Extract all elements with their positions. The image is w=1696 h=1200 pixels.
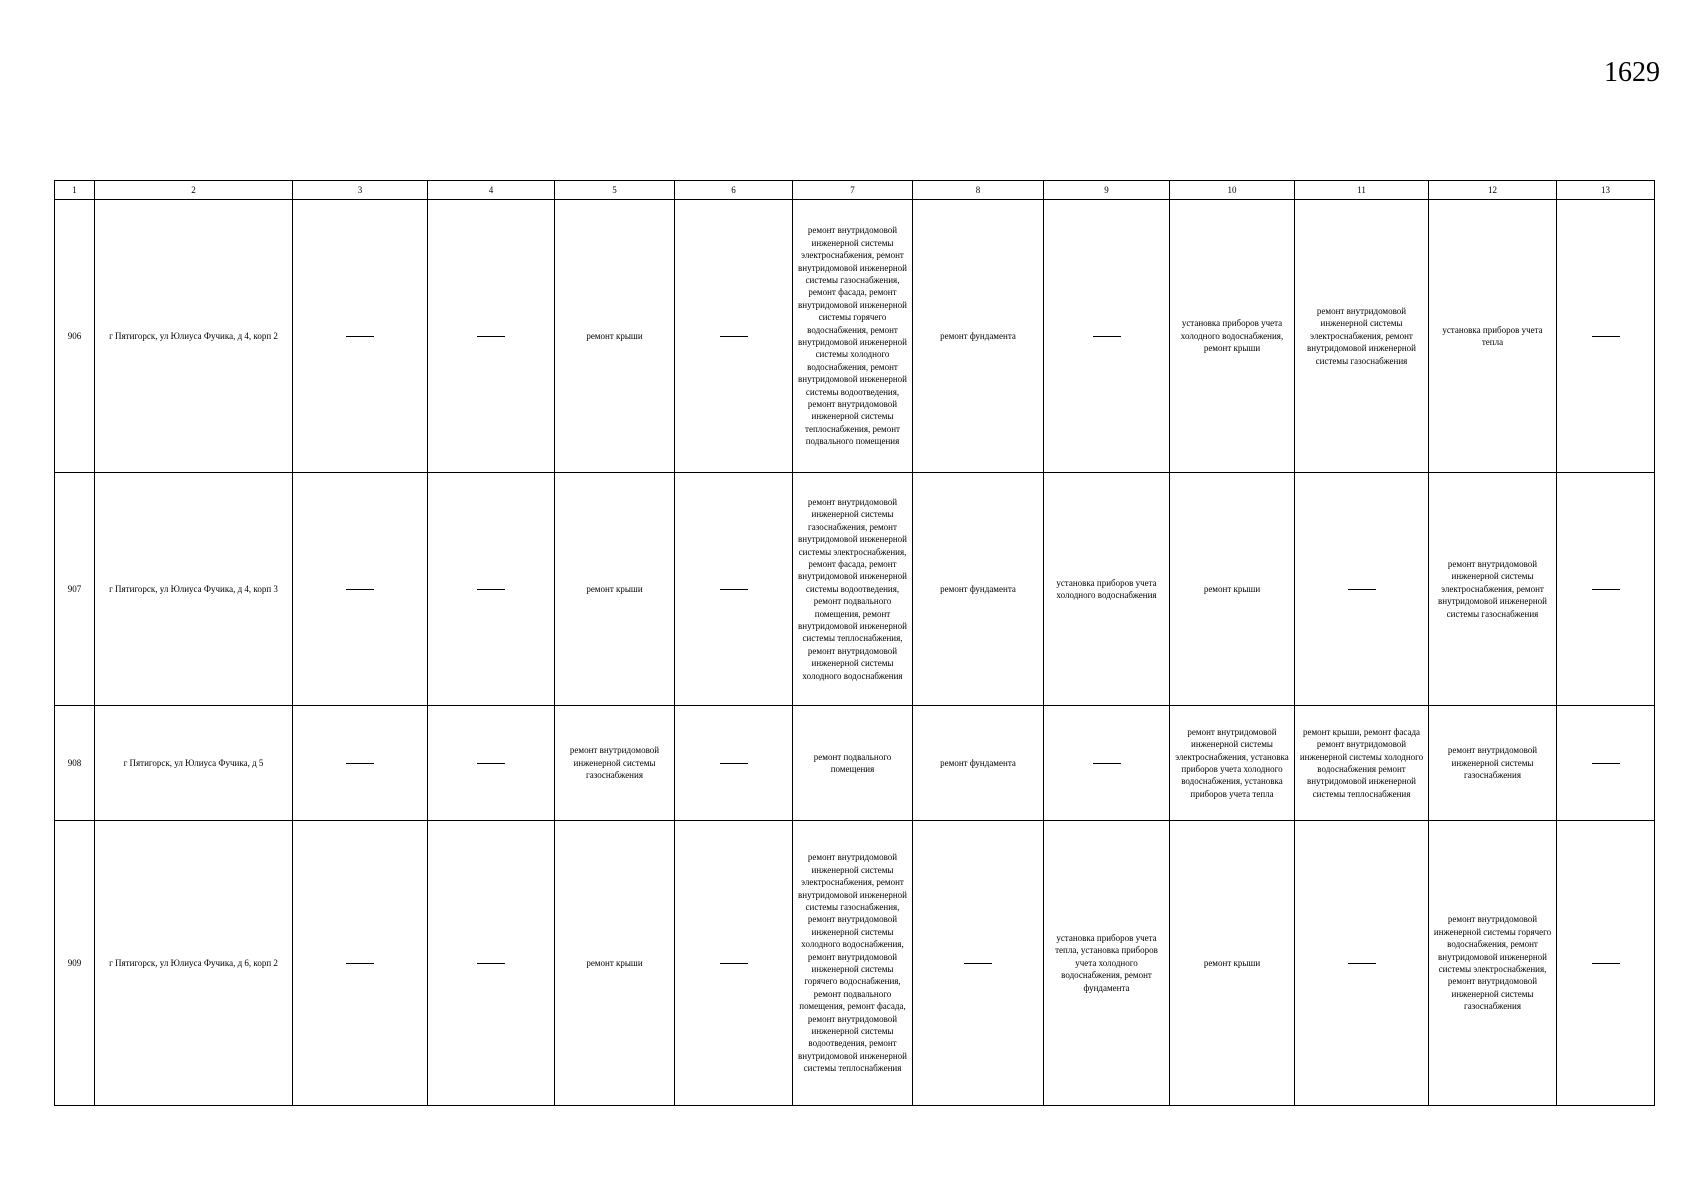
empty-cell xyxy=(293,706,428,821)
dash-mark xyxy=(1592,589,1620,590)
empty-cell xyxy=(293,821,428,1106)
dash-mark xyxy=(720,763,748,764)
work-cell-col8: ремонт фундамента xyxy=(913,473,1044,706)
work-cell-col12: ремонт внутридомовой инженерной системы электроснабжения, ремонт внутридомовой инженерной системы газоснабжения xyxy=(1429,473,1557,706)
column-number-row xyxy=(55,181,1655,200)
empty-cell xyxy=(428,821,555,1106)
work-cell-col12: ремонт внутридомовой инженерной системы горячего водоснабжения, ремонт внутридомовой инженерной системы электроснабжения, ремонт внутридомовой инженерной системы газоснабжения xyxy=(1429,821,1557,1106)
work-cell-col5: ремонт крыши xyxy=(555,200,675,473)
page-number: 1629 xyxy=(1604,57,1660,88)
work-cell-col8: ремонт фундамента xyxy=(913,200,1044,473)
work-cell-col5: ремонт внутридомовой инженерной системы газоснабжения xyxy=(555,706,675,821)
empty-cell xyxy=(293,200,428,473)
empty-cell xyxy=(1295,821,1429,1106)
column-header: 1 xyxy=(55,181,95,200)
dash-mark xyxy=(477,963,505,964)
empty-cell xyxy=(675,821,793,1106)
work-cell-col7: ремонт внутридомовой инженерной системы газоснабжения, ремонт внутридомовой инженерной системы электроснабжения, ремонт фасада, ремонт внутридомовой инженерной системы водоотведения, ремонт подвального помещения, ремонт внутридомовой инженерной системы теплоснабжения, ремонт внутридомовой инженерной системы холодного водоснабжения xyxy=(793,473,913,706)
work-cell-col7: ремонт внутридомовой инженерной системы электроснабжения, ремонт внутридомовой инженерной системы газоснабжения, ремонт фасада, ремонт внутридомовой инженерной системы горячего водоснабжения, ремонт внутридомовой инженерной системы холодного водоснабжения, ремонт внутридомовой инженерной системы водоотведения, ремонт внутридомовой инженерной системы теплоснабжения, ремонт подвального помещения xyxy=(793,200,913,473)
column-header: 10 xyxy=(1170,181,1295,200)
address-cell: г Пятигорск, ул Юлиуса Фучика, д 5 xyxy=(95,706,293,821)
dash-mark xyxy=(346,589,374,590)
dash-mark xyxy=(346,336,374,337)
column-header: 7 xyxy=(793,181,913,200)
column-header: 9 xyxy=(1044,181,1170,200)
column-header: 5 xyxy=(555,181,675,200)
empty-cell xyxy=(675,200,793,473)
dash-mark xyxy=(964,963,992,964)
address-cell: г Пятигорск, ул Юлиуса Фучика, д 6, корп 2 xyxy=(95,821,293,1106)
work-cell-col11: ремонт крыши, ремонт фасада ремонт внутридомовой инженерной системы холодного водоснабжения ремонт внутридомовой инженерной системы теплоснабжения xyxy=(1295,706,1429,821)
row-number: 906 xyxy=(55,200,95,473)
empty-cell xyxy=(1557,821,1655,1106)
dash-mark xyxy=(1093,336,1121,337)
column-header: 13 xyxy=(1557,181,1655,200)
empty-cell xyxy=(1295,473,1429,706)
column-header: 12 xyxy=(1429,181,1557,200)
table-row xyxy=(55,821,1655,1106)
dash-mark xyxy=(1348,589,1376,590)
table-row xyxy=(55,706,1655,821)
row-number: 908 xyxy=(55,706,95,821)
column-header: 3 xyxy=(293,181,428,200)
empty-cell xyxy=(428,706,555,821)
row-number: 909 xyxy=(55,821,95,1106)
empty-cell xyxy=(1557,706,1655,821)
empty-cell xyxy=(675,473,793,706)
column-header: 11 xyxy=(1295,181,1429,200)
empty-cell xyxy=(1557,200,1655,473)
dash-mark xyxy=(1093,763,1121,764)
work-cell-col10: установка приборов учета холодного водоснабжения, ремонт крыши xyxy=(1170,200,1295,473)
work-cell-col7: ремонт внутридомовой инженерной системы электроснабжения, ремонт внутридомовой инженерной системы газоснабжения, ремонт внутридомовой инженерной системы холодного водоснабжения, ремонт внутридомовой инженерной системы горячего водоснабжения, ремонт подвального помещения, ремонт фасада, ремонт внутридомовой инженерной системы водоотведения, ремонт внутридомовой инженерной системы теплоснабжения xyxy=(793,821,913,1106)
empty-cell xyxy=(1044,200,1170,473)
work-cell-col10: ремонт внутридомовой инженерной системы электроснабжения, установка приборов учета холодного водоснабжения, установка приборов учета тепла xyxy=(1170,706,1295,821)
table-row xyxy=(55,473,1655,706)
empty-cell xyxy=(428,200,555,473)
work-cell-col9: установка приборов учета тепла, установка приборов учета холодного водоснабжения, ремонт фундамента xyxy=(1044,821,1170,1106)
table-row xyxy=(55,200,1655,473)
address-cell: г Пятигорск, ул Юлиуса Фучика, д 4, корп 2 xyxy=(95,200,293,473)
dash-mark xyxy=(1592,336,1620,337)
column-header: 6 xyxy=(675,181,793,200)
column-header: 8 xyxy=(913,181,1044,200)
work-cell-col10: ремонт крыши xyxy=(1170,821,1295,1106)
dash-mark xyxy=(477,763,505,764)
dash-mark xyxy=(346,763,374,764)
empty-cell xyxy=(1044,706,1170,821)
work-cell-col11: ремонт внутридомовой инженерной системы электроснабжения, ремонт внутридомовой инженерной системы газоснабжения xyxy=(1295,200,1429,473)
empty-cell xyxy=(428,473,555,706)
work-cell-col5: ремонт крыши xyxy=(555,821,675,1106)
dash-mark xyxy=(1592,963,1620,964)
dash-mark xyxy=(1348,963,1376,964)
dash-mark xyxy=(720,963,748,964)
work-cell-col5: ремонт крыши xyxy=(555,473,675,706)
empty-cell xyxy=(913,821,1044,1106)
work-cell-col10: ремонт крыши xyxy=(1170,473,1295,706)
work-cell-col9: установка приборов учета холодного водоснабжения xyxy=(1044,473,1170,706)
dash-mark xyxy=(346,963,374,964)
column-header: 4 xyxy=(428,181,555,200)
dash-mark xyxy=(477,589,505,590)
row-number: 907 xyxy=(55,473,95,706)
work-cell-col8: ремонт фундамента xyxy=(913,706,1044,821)
address-cell: г Пятигорск, ул Юлиуса Фучика, д 4, корп 3 xyxy=(95,473,293,706)
column-header: 2 xyxy=(95,181,293,200)
empty-cell xyxy=(675,706,793,821)
dash-mark xyxy=(720,589,748,590)
work-cell-col12: установка приборов учета тепла xyxy=(1429,200,1557,473)
empty-cell xyxy=(293,473,428,706)
work-cell-col12: ремонт внутридомовой инженерной системы газоснабжения xyxy=(1429,706,1557,821)
dash-mark xyxy=(720,336,748,337)
work-cell-col7: ремонт подвального помещения xyxy=(793,706,913,821)
dash-mark xyxy=(1592,763,1620,764)
repair-schedule-table xyxy=(54,180,1655,1106)
empty-cell xyxy=(1557,473,1655,706)
dash-mark xyxy=(477,336,505,337)
